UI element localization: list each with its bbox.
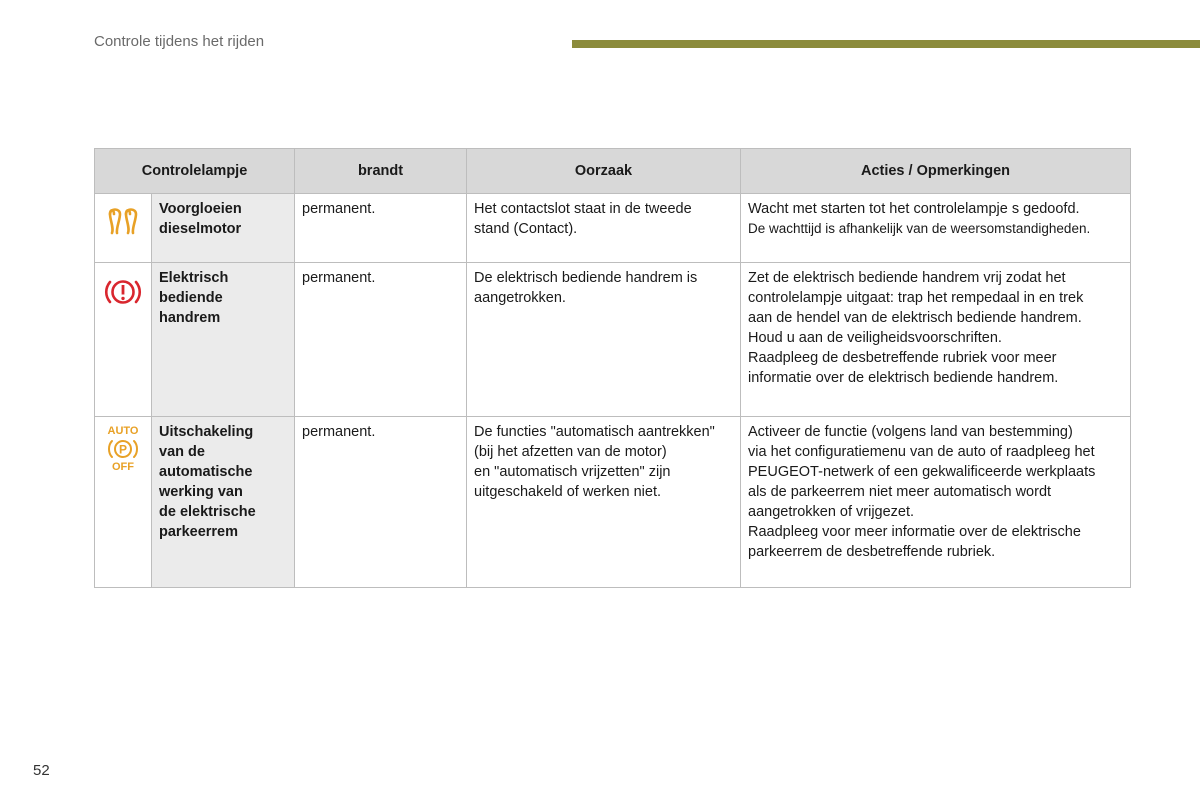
lamp-oorzaak: Het contactslot staat in de tweede stand (Contact). xyxy=(467,194,741,263)
table-row xyxy=(95,417,1131,588)
lamp-brandt: permanent. xyxy=(295,417,467,588)
header-accent-bar xyxy=(572,40,1200,48)
lamp-acties: Activeer de functie (volgens land van bestemming) via het configuratiemenu van de auto of raadpleeg het PEUGEOT-netwerk of een gekwalificeerde werkplaats als de parkeerrem niet meer automatisch wordt aangetrokken of vrijgezet. Raadpleeg voor meer informatie over de elektrische parkeerrem de desbetreffende rubriek. xyxy=(741,417,1131,588)
lamp-name: Uitschakeling van de automatische werking van de elektrische parkeerrem xyxy=(152,417,295,588)
warning-lights-table xyxy=(94,148,1131,588)
lamp-brandt: permanent. xyxy=(295,263,467,417)
icon-cell xyxy=(95,194,152,263)
table-row xyxy=(95,263,1131,417)
table-header-row xyxy=(95,149,1131,194)
table-row xyxy=(95,194,1131,263)
header-brandt: brandt xyxy=(295,149,467,194)
page-number: 52 xyxy=(33,762,50,779)
auto-parking-brake-off-icon xyxy=(101,424,145,480)
lamp-oorzaak: De functies "automatisch aantrekken" (bij het afzetten van de motor) en "automatisch vrijzetten" zijn uitgeschakeld of werken niet. xyxy=(467,417,741,588)
lamp-brandt: permanent. xyxy=(295,194,467,263)
lamp-name: Elektrisch bediende handrem xyxy=(152,263,295,417)
icon-auto-label: AUTO xyxy=(107,425,139,437)
preheat-coil-icon xyxy=(106,206,140,242)
header-controlelampje: Controlelampje xyxy=(95,149,295,194)
lamp-acties: Zet de elektrisch bediende handrem vrij zodat het controlelampje uitgaat: trap het rempedaal in en trek aan de hendel van de elektrisch bediende handrem. Houd u aan de veiligheidsvoorschriften. Raadpleeg de desbetreffende rubriek voor meer informatie over de elektrisch bediende handrem. xyxy=(741,263,1131,417)
icon-p-label: P xyxy=(118,442,128,457)
icon-cell xyxy=(95,417,152,588)
header-oorzaak: Oorzaak xyxy=(467,149,741,194)
electric-parking-brake-icon xyxy=(103,275,143,315)
lamp-name: Voorgloeien dieselmotor xyxy=(152,194,295,263)
section-title: Controle tijdens het rijden xyxy=(94,33,265,50)
lamp-oorzaak: De elektrisch bediende handrem is aangetrokken. xyxy=(467,263,741,417)
icon-off-label: OFF xyxy=(112,461,134,473)
header-acties: Acties / Opmerkingen xyxy=(741,149,1131,194)
icon-cell xyxy=(95,263,152,417)
lamp-acties: Wacht met starten tot het controlelampje s gedoofd. De wachttijd is afhankelijk van de weersomstandigheden. xyxy=(741,194,1131,263)
